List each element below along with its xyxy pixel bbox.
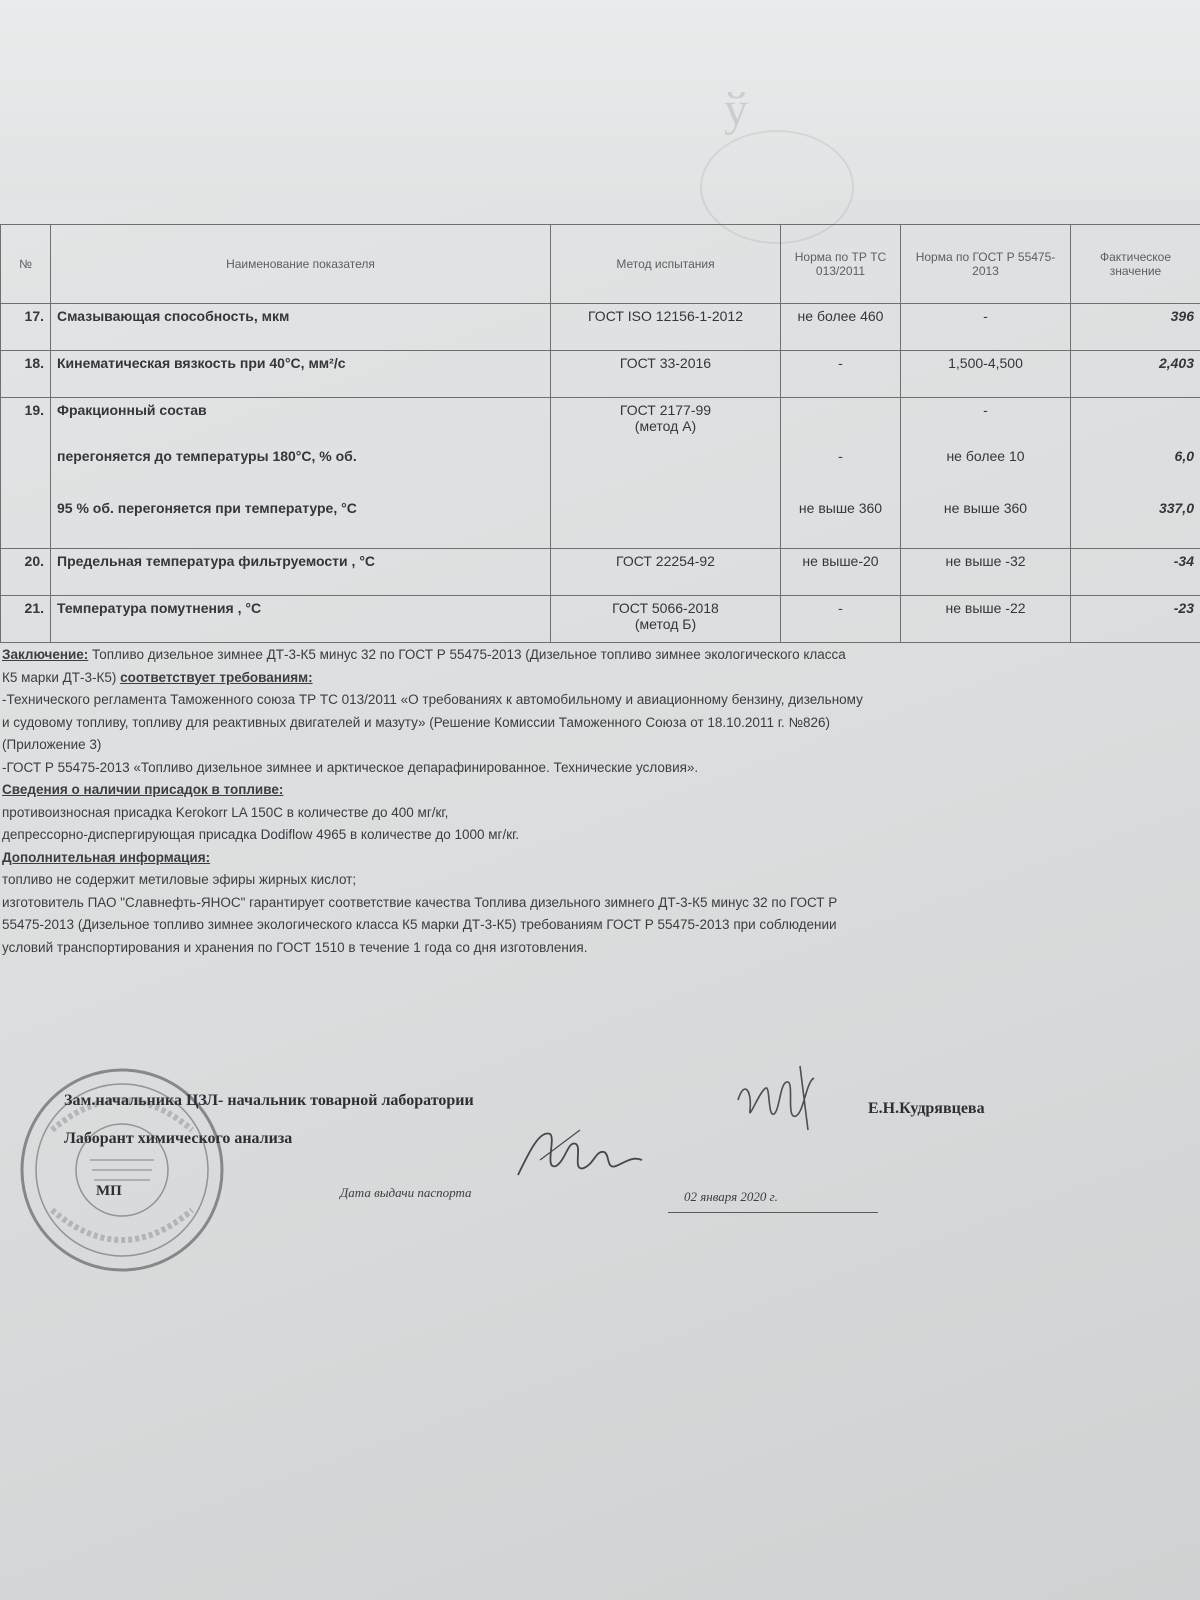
row-fact: 2,403	[1071, 351, 1200, 398]
row-method	[551, 496, 781, 549]
row-name: Кинематическая вязкость при 40°С, мм²/с	[51, 351, 551, 398]
header-method: Метод испытания	[551, 225, 781, 304]
conclusion-line: -ГОСТ Р 55475-2013 «Топливо дизельное зимнее и арктическое депарафинированное. Технические условия».	[2, 759, 699, 775]
row-name: Смазывающая способность, мкм	[51, 304, 551, 351]
table-row	[1, 549, 1200, 596]
table-row	[1, 304, 1200, 351]
conclusion-text: Топливо дизельное зимнее ДТ-3-К5 минус 32 по ГОСТ Р 55475-2013 (Дизельное топливо зимнее экологического класса	[88, 647, 846, 662]
header-norm-tr: Норма по ТР ТС 013/2011	[781, 225, 901, 304]
row-name: перегоняется до температуры 180°С, % об.	[51, 444, 551, 496]
row-norm-tr: не выше 360	[781, 496, 901, 549]
conclusion-label: Заключение:	[2, 647, 89, 662]
signatory-role-2: Лаборант химического анализа	[64, 1130, 293, 1147]
signatory-name-1: Е.Н.Кудрявцева	[868, 1100, 985, 1117]
row-num	[1, 444, 51, 496]
row-name: Фракционный состав	[51, 398, 551, 445]
row-norm-gost: не более 10	[901, 444, 1071, 496]
stamp-label: МП	[96, 1183, 122, 1199]
issue-date-underline	[668, 1212, 878, 1213]
row-norm-tr	[781, 398, 901, 445]
header-fact: Фактическое значение	[1071, 225, 1200, 304]
row-norm-tr: не выше-20	[781, 549, 901, 596]
row-num: 18.	[1, 351, 51, 398]
row-method	[551, 398, 781, 445]
table-row	[1, 496, 1200, 549]
row-method: ГОСТ ISO 12156-1-2012	[551, 304, 781, 351]
row-num: 21.	[1, 596, 51, 643]
table-row	[1, 444, 1200, 496]
signature-1	[730, 1060, 840, 1140]
row-num: 17.	[1, 304, 51, 351]
row-name: Предельная температура фильтруемости , °С	[51, 549, 551, 596]
additives-label: Сведения о наличии присадок в топливе:	[2, 782, 284, 797]
table-row	[1, 351, 1200, 398]
row-method	[551, 444, 781, 496]
extra-info-line: 55475-2013 (Дизельное топливо зимнее экологического класса К5 марки ДТ-3-К5) требованиям ГОСТ Р 55475-2013 при соблюдении	[2, 917, 837, 932]
extra-info-label: Дополнительная информация:	[2, 849, 211, 865]
table-row	[1, 398, 1200, 445]
issue-date-label: Дата выдачи паспорта	[340, 1185, 472, 1200]
row-method	[551, 596, 781, 643]
blank-top-area	[0, 0, 1200, 200]
row-norm-gost: не выше 360	[901, 496, 1071, 549]
row-fact: 396	[1071, 304, 1200, 351]
conclusion-line	[2, 667, 1198, 690]
conclusion-line: (Приложение 3)	[2, 737, 102, 752]
parameters-table	[0, 224, 1200, 643]
conclusion-line: и судовому топливу, топливу для реактивных двигателей и мазуту» (Решение Комиссии Таможенного Союза от 18.10.2011 г. №826)	[2, 714, 830, 730]
row-method-line2: (метод А)	[634, 418, 697, 434]
row-fact	[1071, 398, 1200, 445]
conclusion-text: К5 марки ДТ-3-К5)	[2, 669, 121, 685]
additives-line: противоизносная присадка Kerokorr LA 150C в количестве до 400 мг/кг,	[2, 804, 449, 820]
row-fact: -34	[1071, 549, 1200, 596]
table-row	[1, 596, 1200, 643]
row-norm-gost: 1,500-4,500	[901, 351, 1071, 398]
row-norm-gost: не выше -32	[901, 549, 1071, 596]
row-norm-gost: -	[901, 304, 1071, 351]
row-method-line1: ГОСТ 2177-99	[619, 402, 712, 418]
row-method: ГОСТ 33-2016	[551, 351, 781, 398]
row-norm-tr: -	[781, 596, 901, 643]
header-name: Наименование показателя	[51, 225, 551, 304]
conclusion-line	[2, 644, 1198, 667]
row-name: Температура помутнения , °С	[51, 596, 551, 643]
row-norm-tr: -	[781, 351, 901, 398]
row-num	[1, 496, 51, 549]
header-norm-gost: Норма по ГОСТ Р 55475-2013	[901, 225, 1071, 304]
additives-line: депрессорно-диспергирующая присадка Dodiflow 4965 в количестве до 1000 мг/кг.	[2, 827, 520, 842]
row-fact: -23	[1071, 596, 1200, 643]
row-num: 19.	[1, 398, 51, 445]
row-norm-gost: -	[901, 398, 1071, 445]
body-text	[2, 644, 1198, 959]
row-norm-tr: не более 460	[781, 304, 901, 351]
row-norm-gost: не выше -22	[901, 596, 1071, 643]
conclusion-line: -Технического регламента Таможенного союза ТР ТС 013/2011 «О требованиях к автомобильному и авиационному бензину, дизельному	[2, 692, 863, 707]
table-header-row	[1, 225, 1200, 304]
row-method-line2: (метод Б)	[634, 616, 697, 632]
row-method: ГОСТ 22254-92	[551, 549, 781, 596]
extra-info-line: изготовитель ПАО "Славнефть-ЯНОС" гарантирует соответствие качества Топлива дизельного зимнего ДТ-3-К5 минус 32 по ГОСТ Р	[2, 894, 838, 910]
row-method-line1: ГОСТ 5066-2018	[612, 600, 719, 616]
issue-date-value: 02 января 2020 г.	[684, 1189, 778, 1204]
extra-info-line: топливо не содержит метиловые эфиры жирных кислот;	[2, 872, 357, 887]
show-through-mark: ў	[724, 83, 748, 136]
row-fact: 337,0	[1071, 496, 1200, 549]
signatory-role-1: Зам.начальника ЦЗЛ- начальник товарной лаборатории	[64, 1092, 474, 1109]
signature-2	[510, 1120, 660, 1190]
conclusion-verdict: соответствует требованиям:	[120, 669, 313, 685]
extra-info-line: условий транспортирования и хранения по ГОСТ 1510 в течение 1 года со дня изготовления.	[2, 939, 588, 955]
row-norm-tr: -	[781, 444, 901, 496]
row-name: 95 % об. перегоняется при температуре, °С	[51, 496, 551, 549]
row-num: 20.	[1, 549, 51, 596]
header-num: №	[1, 225, 51, 304]
row-fact: 6,0	[1071, 444, 1200, 496]
